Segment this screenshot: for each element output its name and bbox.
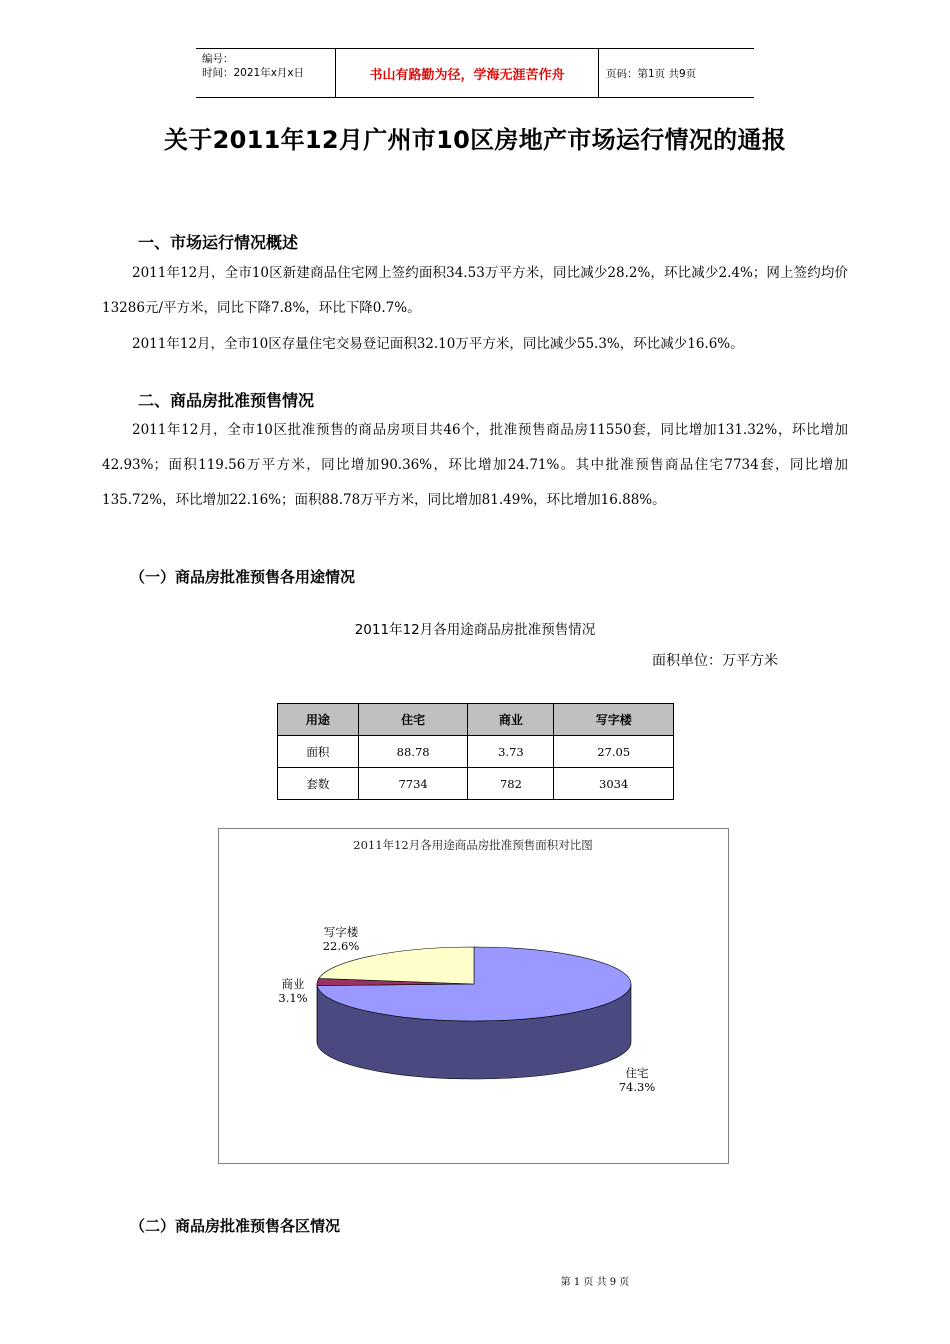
table-row [278,736,674,768]
section1-paragraph2: 2011年12月，全市10区存量住宅交易登记面积32.10万平方米，同比减少55.3%，环比减少16.6%。 [132,336,744,352]
table-header-cell: 用途 [278,704,359,736]
table-header-row [278,704,674,736]
usage-table [277,703,674,800]
page-header [196,48,754,98]
pie-chart [219,829,728,1163]
table-title: 2011年12月各用途商品房批准预售情况 [354,622,596,638]
table-cell: 27.05 [554,736,674,768]
subsection1-heading: （一）商品房批准预售各用途情况 [130,568,356,586]
table-cell: 782 [468,768,554,800]
section1-paragraph1: 2011年12月，全市10区新建商品住宅网上签约面积34.53万平方米，同比减少28.2%，环比减少2.4%；网上签约均价13286元/平方米，同比下降7.8%，环比下降0.7%。 [102,265,848,316]
pie-label-percent: 74.3% [618,1080,656,1094]
chart-title: 2011年12月各用途商品房批准预售面积对比图 [353,838,593,852]
pie-label-category: 住宅 [625,1066,649,1080]
header-page-info: 页码：第1页 共9页 [606,67,697,80]
table-row [278,768,674,800]
pie-label-category: 写字楼 [323,925,359,939]
table-cell: 3.73 [468,736,554,768]
table-header-cell: 写字楼 [554,704,674,736]
section2-heading: 二、商品房批准预售情况 [138,391,315,410]
table-cell: 88.78 [358,736,468,768]
time-label: 时间：2021年x月x日 [202,67,305,79]
header-motto: 书山有路勤为径，学海无涯苦作舟 [336,49,599,97]
document-title: 关于2011年12月广州市10区房地产市场运行情况的通报 [164,126,786,154]
pie-label-category: 商业 [281,977,305,991]
page-footer: 第 1 页 共 9 页 [560,1277,630,1288]
pie-label-percent: 22.6% [322,939,360,953]
table-header-cell: 商业 [468,704,554,736]
table-cell: 套数 [278,768,359,800]
table-header-cell: 住宅 [358,704,468,736]
section2-paragraph1: 2011年12月，全市10区批准预售的商品房项目共46个，批准预售商品房11550套，同比增加131.32%，环比增加42.93%；面积119.56万平方米，同比增加90.36%，环比增加24.71%。其中批准预售商品住宅7734套，同比增加135.72%，环比增加22.16%；面积88.78万平方米，同比增加81.49%，环比增加16.88%。 [102,422,848,508]
table-cell: 7734 [358,768,468,800]
section1-heading: 一、市场运行情况概述 [138,233,299,252]
subsection2-heading: （二）商品房批准预售各区情况 [130,1217,341,1235]
table-cell: 3034 [554,768,674,800]
serial-label: 编号： [202,53,234,65]
pie-label-percent: 3.1% [278,991,308,1005]
table-unit: 面积单位：万平方米 [652,653,778,669]
header-meta [196,49,336,97]
table-cell: 面积 [278,736,359,768]
pie-chart-frame [218,828,729,1164]
